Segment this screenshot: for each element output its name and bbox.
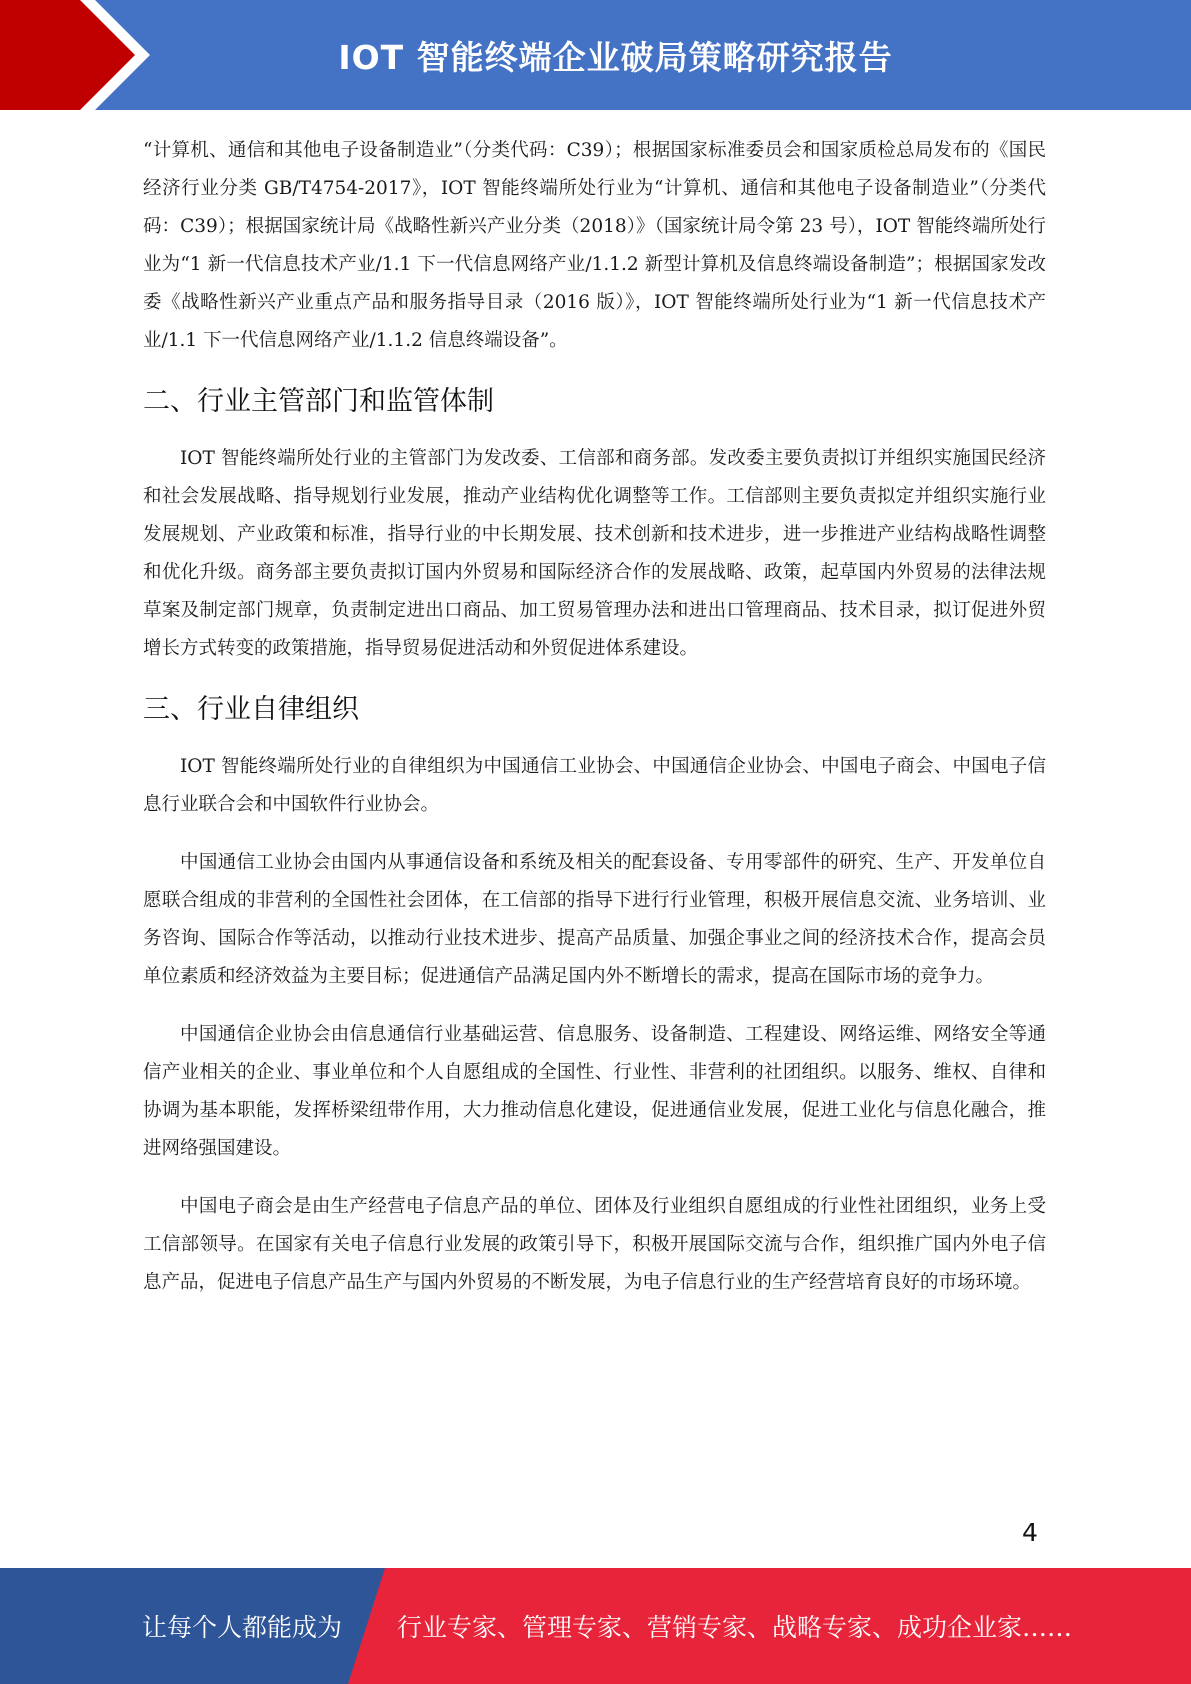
page-header bbox=[0, 0, 1191, 110]
section-heading-self-regulation: 三、行业自律组织 bbox=[143, 694, 359, 725]
supervision-paragraph: IOT 智能终端所处行业的主管部门为发改委、工信部和商务部。发改委主要负责拟订并组织实施国民经济和社会发展战略、指导规划行业发展，推动产业结构优化调整等工作。工信部则主要负责拟定并组织实施行业发展规划、产业政策和标准，指导行业的中长期发展、技术创新和技术进步，进一步推进产业结构战略性调整和优化升级。商务部主要负责拟订国内外贸易和国际经济合作的发展战略、政策，起草国内外贸易的法律法规草案及制定部门规章，负责制定进出口商品、加工贸易管理办法和进出口管理商品、技术目录，拟订促进外贸增长方式转变的政策措施，指导贸易促进活动和外贸促进体系建设。 bbox=[143, 448, 1046, 659]
page-footer bbox=[0, 1568, 1191, 1684]
section-heading-supervision: 二、行业主管部门和监管体制 bbox=[143, 386, 494, 417]
body-paragraph: 中国通信企业协会由信息通信行业基础运营、信息服务、设备制造、工程建设、网络运维、网络安全等通信产业相关的企业、事业单位和个人自愿组成的全国性、行业性、非营利的社团组织。以服务、维权、自律和协调为基本职能，发挥桥梁纽带作用，大力推动信息化建设，促进通信业发展，促进工业化与信息化融合，推进网络强国建设。 bbox=[143, 1024, 1046, 1159]
body-paragraph: 中国通信工业协会由国内从事通信设备和系统及相关的配套设备、专用零部件的研究、生产、开发单位自愿联合组成的非营利的全国性社会团体，在工信部的指导下进行行业管理，积极开展信息交流、业务培训、业务咨询、国际合作等活动，以推动行业技术进步、提高产品质量、加强企事业之间的经济技术合作，提高会员单位素质和经济效益为主要目标；促进通信产品满足国内外不断增长的需求，提高在国际市场的竞争力。 bbox=[143, 852, 1046, 987]
page-number: 4 bbox=[1022, 1518, 1038, 1547]
footer-slogan-left: 让每个人都能成为 bbox=[142, 1613, 343, 1642]
header-red-arrow-decoration bbox=[0, 0, 150, 110]
document-title: IOT 智能终端企业破局策略研究报告 bbox=[338, 37, 893, 77]
body-paragraph: 中国电子商会是由生产经营电子信息产品的单位、团体及行业组织自愿组成的行业性社团组织，业务上受工信部领导。在国家有关电子信息行业发展的政策引导下，积极开展国际交流与合作，组织推广国内外电子信息产品，促进电子信息产品生产与国内外贸易的不断发展，为电子信息行业的生产经营培育良好的市场环境。 bbox=[143, 1196, 1046, 1293]
body-paragraph: IOT 智能终端所处行业的自律组织为中国通信工业协会、中国通信企业协会、中国电子商会、中国电子信息行业联合会和中国软件行业协会。 bbox=[143, 756, 1046, 815]
document-body bbox=[143, 132, 1046, 1302]
intro-paragraph: “计算机、通信和其他电子设备制造业”（分类代码：C39）；根据国家标准委员会和国家质检总局发布的《国民经济行业分类 GB/T4754-2017》，IOT 智能终端所处行业为“计算机、通信和其他电子设备制造业”（分类代码：C39）；根据国家统计局《战略性新兴产业分类（2018）》（国家统计局令第 23 号），IOT 智能终端所处行业为“1 新一代信息技术产业/1.1 下一代信息网络产业/1.1.2 新型计算机及信息终端设备制造”；根据国家发改委《战略性新兴产业重点产品和服务指导目录（2016 版）》，IOT 智能终端所处行业为“1 新一代信息技术产业/1.1 下一代信息网络产业/1.1.2 信息终端设备”。 bbox=[143, 140, 1046, 351]
footer-slogan-right: 行业专家、管理专家、营销专家、战略专家、成功企业家…… bbox=[397, 1613, 1073, 1642]
